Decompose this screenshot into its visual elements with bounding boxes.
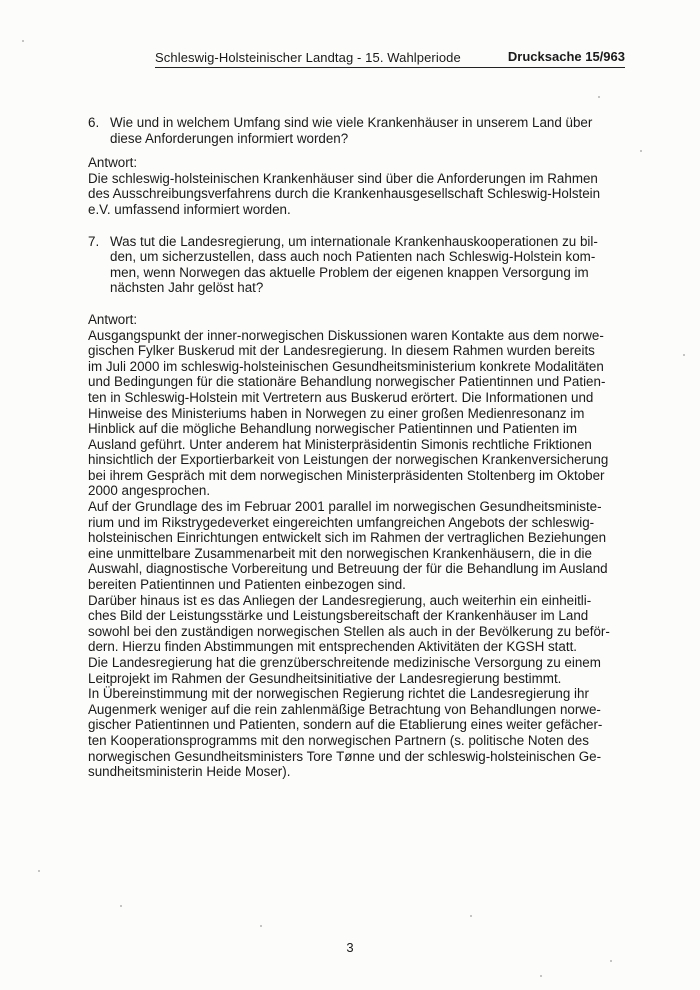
answer-line: dern. Hierzu finden Abstimmungen mit entsprechenden Aktivitäten der KGSH statt. (88, 639, 578, 655)
answer-6 (88, 155, 618, 217)
document-number: Drucksache 15/963 (507, 49, 625, 64)
question-line: men, wenn Norwegen das aktuelle Problem der eigenen knappen Versorgung im (110, 264, 589, 280)
answer-line: rium und im Rikstrygedeverket eingereichten umfangreichen Angebots der schleswig- (88, 514, 595, 530)
answer-line: ten Kooperationsprogramms mit den norwegischen Partnern (s. politische Noten des (88, 732, 589, 748)
scan-speck (22, 40, 24, 42)
answer-line: ten in Schleswig-Holstein mit Vertretern aus Buskerud erörtert. Die Informationen und (88, 389, 594, 405)
answer-line: Auf der Grundlage des im Februar 2001 parallel im norwegischen Gesundheitsministe- (88, 499, 602, 515)
page-header (155, 48, 625, 70)
spacer (88, 296, 618, 312)
scan-speck (683, 354, 685, 356)
answer-line: Darüber hinaus ist es das Anliegen der Landesregierung, auch weiterhin ein einheitli- (88, 592, 592, 608)
answer-line: bei ihrem Gespräch mit dem norwegischen Ministerpräsidenten Stoltenberg im Oktober (88, 467, 605, 483)
question-line: nächsten Jahr gelöst hat? (110, 280, 264, 296)
answer-line: norwegischen Gesundheitsministers Tore Tønne und der schleswig-holsteinischen Ge- (88, 748, 602, 764)
question-line: Was tut die Landesregierung, um internationale Krankenhauskooperationen zu bil- (110, 233, 598, 249)
answer-line: gischer Patientinnen und Patienten, sondern auf die Etablierung eines weiter gefächer- (88, 717, 603, 733)
answer-line: e.V. umfassend informiert worden. (88, 201, 291, 217)
header-title: Schleswig-Holsteinischer Landtag - 15. Wahlperiode (155, 50, 461, 65)
answer-line: bereiten Patientinnen und Patienten einbezogen sind. (88, 577, 406, 593)
answer-label: Antwort: (88, 311, 138, 327)
answer-line: 2000 angesprochen. (88, 483, 211, 499)
page-number: 3 (346, 940, 354, 955)
answer-line: des Ausschreibungsverfahrens durch die Krankenhausgesellschaft Schleswig-Holstein (88, 186, 601, 202)
answer-line: Auswahl, diagnostische Vorbereitung und Betreuung der für die Behandlung im Ausland (88, 561, 608, 577)
spacer (88, 146, 618, 155)
scan-speck (598, 96, 600, 98)
answer-line: Ausland geführt. Unter anderem hat Ministerpräsidentin Simonis rechtliche Friktionen (88, 436, 592, 452)
answer-line: Hinweise des Ministeriums haben in Norwegen zu einer großen Medienresonanz im (88, 405, 585, 421)
answer-line: hinsichtlich der Exportierbarkeit von Leistungen der norwegischen Krankenversicherung (88, 452, 609, 468)
question-line: Wie und in welchem Umfang sind wie viele Krankenhäuser in unserem Land über (110, 115, 593, 130)
answer-label: Antwort: (88, 155, 138, 171)
answer-line: Augenmerk weniger auf die rein zahlenmäßige Betrachtung von Behandlungen norwe- (88, 701, 601, 717)
scan-speck (470, 915, 472, 917)
question-6 (88, 115, 618, 146)
document-body (88, 115, 618, 780)
answer-line: gischen Fylker Buskerud mit der Landesregierung. In diesem Rahmen wurden bereits (88, 343, 595, 359)
scan-speck (640, 150, 642, 152)
answer-line: Leitprojekt im Rahmen der Gesundheitsinitiative der Landesregierung bestimmt. (88, 670, 562, 686)
header-rule (155, 67, 625, 68)
scan-speck (38, 870, 40, 872)
answer-line: sundheitsministerin Heide Moser). (88, 764, 291, 780)
spacer (88, 218, 618, 234)
question-line: diese Anforderungen informiert worden? (110, 130, 349, 146)
scan-speck (120, 905, 122, 907)
answer-line: Die schleswig-holsteinischen Krankenhäuser sind über die Anforderungen im Rahmen (88, 170, 598, 186)
scan-speck (610, 960, 612, 962)
scan-speck (540, 975, 542, 977)
question-number: 6. (88, 115, 100, 130)
answer-line: Ausgangspunkt der inner-norwegischen Diskussionen waren Kontakte aus dem norwe- (88, 327, 604, 343)
answer-7 (88, 312, 618, 780)
answer-line: eine unmittelbare Zusammenarbeit mit den norwegischen Krankenhäusern, die in die (88, 545, 592, 561)
question-number: 7. (88, 233, 100, 249)
answer-line: In Übereinstimmung mit der norwegischen Regierung richtet die Landesregierung ihr (88, 686, 589, 702)
answer-line: Die Landesregierung hat die grenzüberschreitende medizinische Versorgung zu einem (88, 655, 601, 670)
answer-line: sowohl bei den zuständigen norwegischen Stellen als auch in der Bevölkerung zu beför- (88, 623, 610, 639)
answer-line: im Juli 2000 im schleswig-holsteinischen Gesundheitsministerium konkrete Modalitäten (88, 358, 604, 374)
answer-line: und Bedingungen für die stationäre Behandlung norwegischer Patientinnen und Patien- (88, 374, 606, 390)
answer-line: Hinblick auf die mögliche Behandlung norwegischer Patientinnen und Patienten im (88, 421, 578, 437)
question-7 (88, 234, 618, 296)
scan-speck (260, 925, 262, 927)
answer-line: holsteinischen Einrichtungen entwickelt sich im Rahmen der vertraglichen Beziehungen (88, 530, 607, 546)
question-line: den, um sicherzustellen, dass auch noch Patienten nach Schleswig-Holstein kom- (110, 249, 596, 265)
answer-line: ches Bild der Leistungsstärke und Leistungsbereitschaft der Krankenhäuser im Land (88, 608, 589, 624)
